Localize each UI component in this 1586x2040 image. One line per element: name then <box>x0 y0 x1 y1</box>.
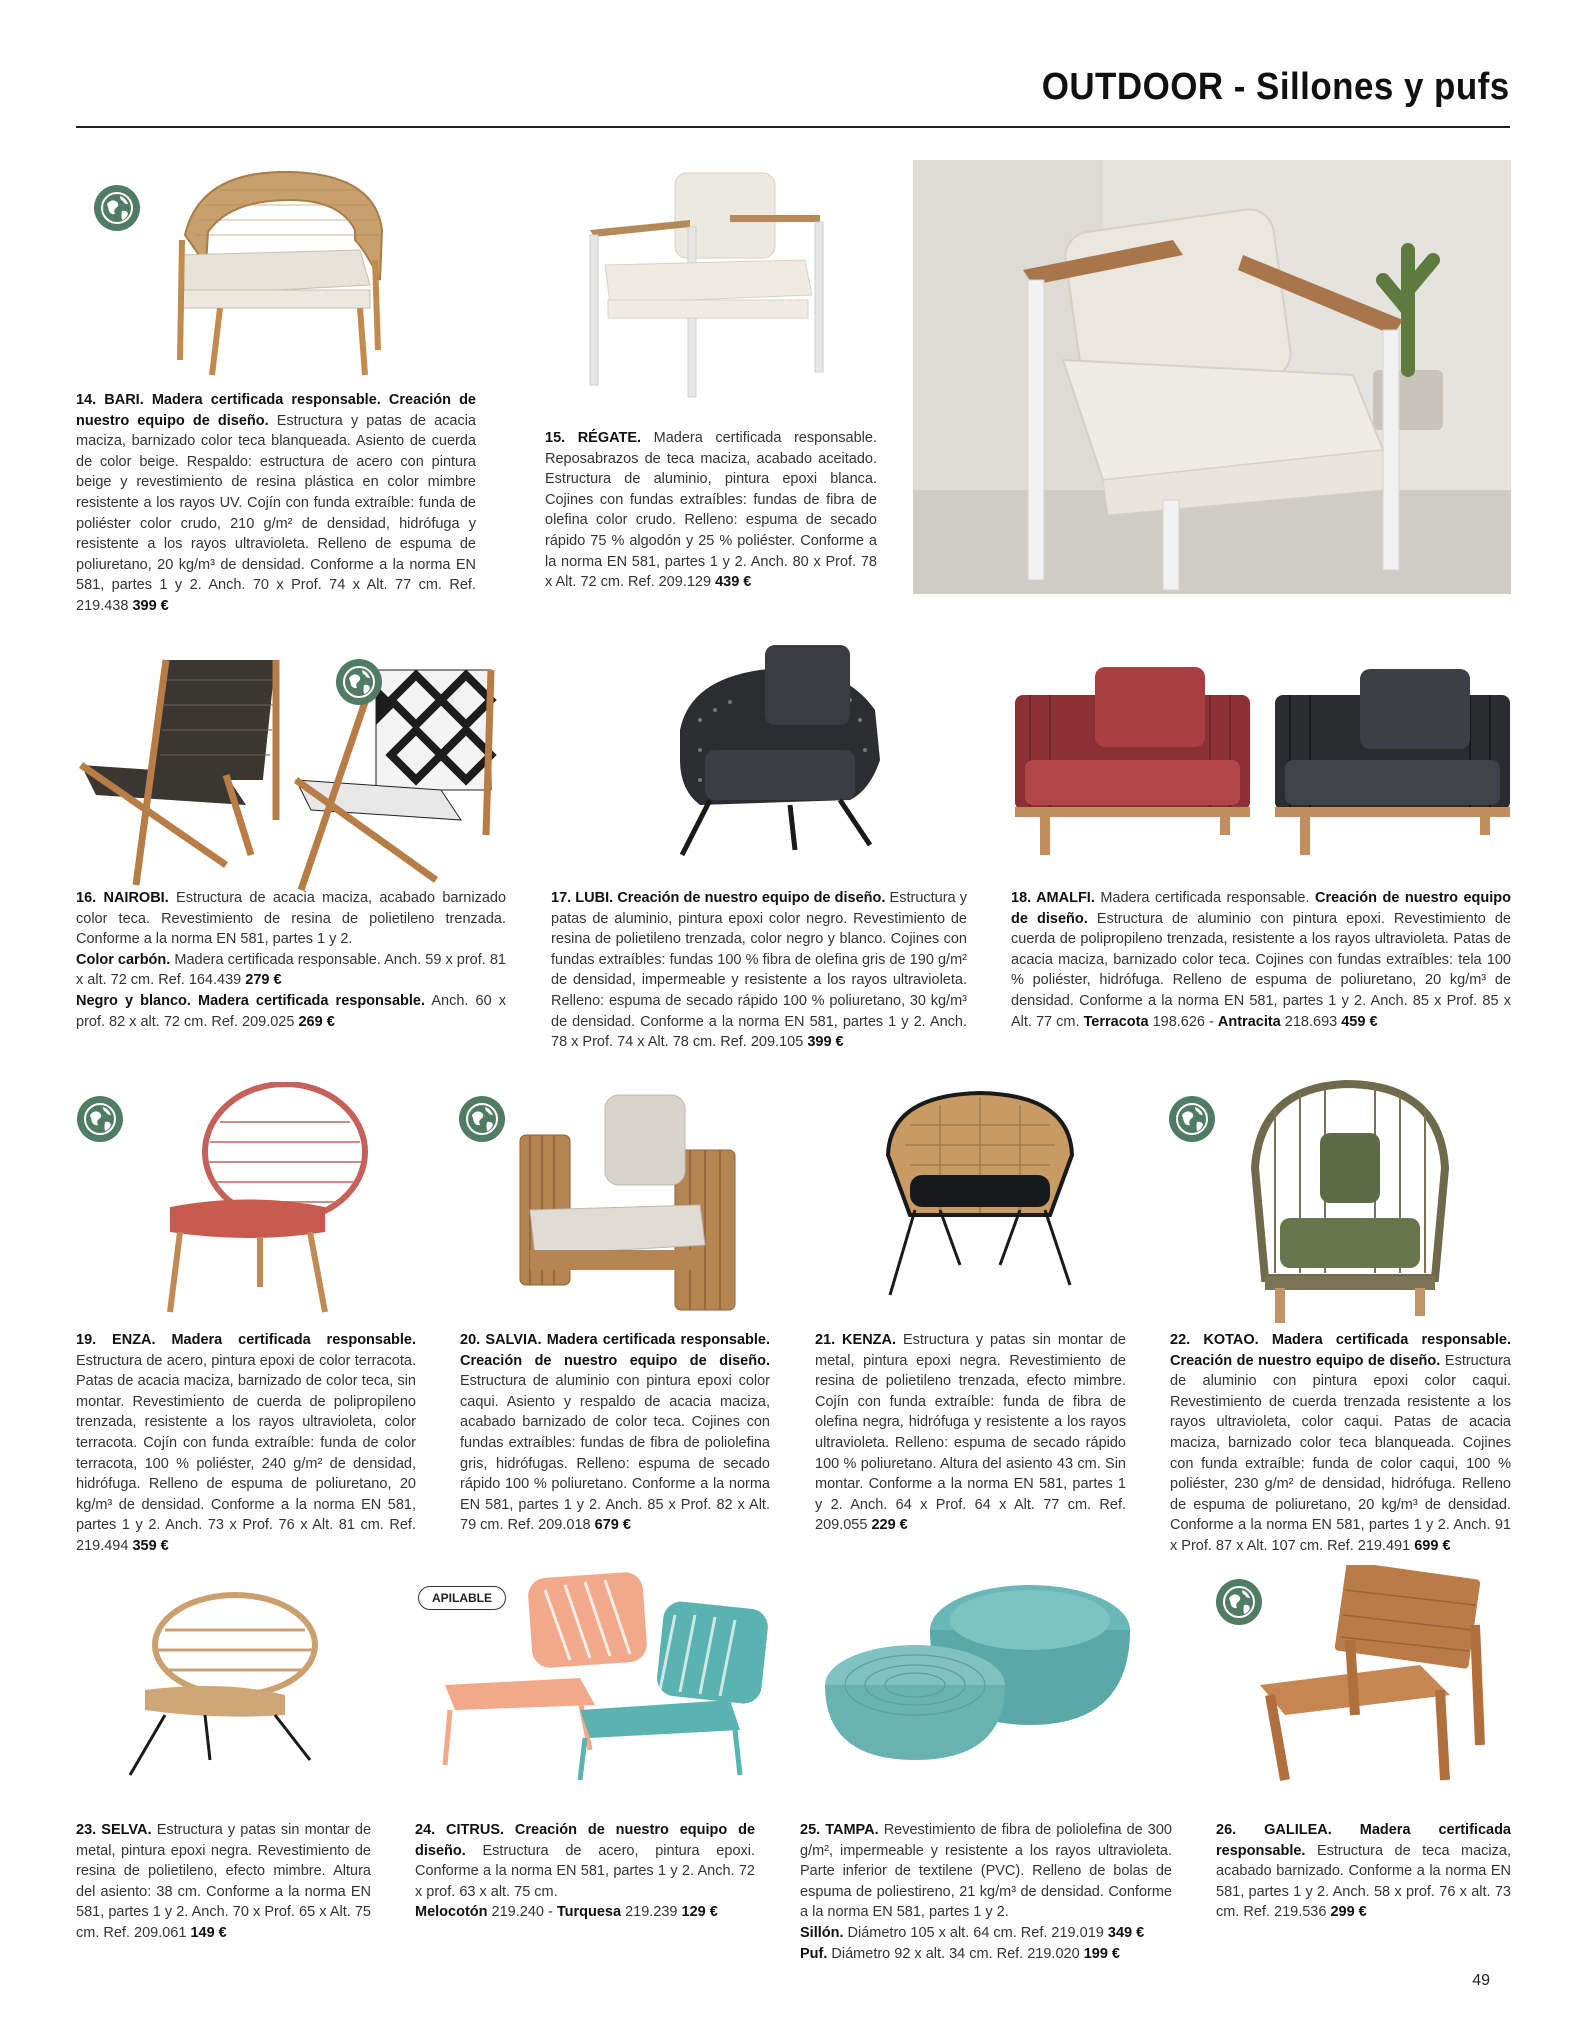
product-23-description <box>76 1820 371 1944</box>
product-17-description <box>551 888 967 1053</box>
product-25-variant-puf-label: Puf. <box>800 1945 828 1962</box>
product-26-text: Estructura de teca maciza, acabado barnizado. Conforme a la norma EN 581, partes 1 y 2. Anch. 58 x prof. 76 x alt. 73 cm. Ref. 219.536 <box>1216 1842 1511 1921</box>
product-20-lead: Madera certificada responsable. Creación de nuestro equipo de diseño. <box>460 1332 771 1369</box>
product-18-variant-terracota-ref: 198.626 - <box>1152 1013 1214 1030</box>
bari-chair-image <box>160 160 400 380</box>
product-16-variant-bw-text: Anch. 60 x prof. 82 x alt. 72 cm. Ref. 209.025 <box>76 992 506 1030</box>
product-16-name: 16. NAIROBI. <box>76 890 169 906</box>
kenza-chair-image <box>880 1085 1080 1305</box>
product-22-price: 699 € <box>1414 1537 1451 1554</box>
product-19-text: Estructura de acero, pintura epoxi de color terracota. Patas de acacia maciza, barnizado de color teca, sin montar. Revestimiento de cuerda de polipropileno trenzada, resistente a los rayos ultravioleta, color terracota. Cojín con funda extraíble: funda de color terracota, 100 % poliéster, 240 g/m² de densidad, hidrófuga. Relleno de espuma de poliuretano, 20 kg/m³ de densidad. Conforme a la norma EN 581, partes 1 y 2. Anch. 73 x Prof. 76 x Alt. 81 cm. Ref. 219.494 <box>76 1352 416 1554</box>
product-25-description <box>800 1820 1172 1964</box>
product-18-text: Estructura de aluminio con pintura epoxi. Revestimiento de cuerda de polipropileno trenzada, resistente a los rayos ultravioleta. Patas de acacia maciza, barnizado color teca. Cojines con fundas extraíbles: tela 100 % poliéster, hidrófuga. Relleno de espuma de poliuretano, 20 kg/m³ de densidad. Conforme a la norma EN 581, partes 1 y 2. Anch. 85 x Prof. 85 x Alt. 77 cm. <box>1011 910 1511 1030</box>
product-26-name: 26. GALILEA. <box>1216 1822 1332 1838</box>
product-26-price: 299 € <box>1330 1904 1367 1921</box>
regate-chair-image <box>580 165 830 405</box>
product-17-text: Estructura y patas de aluminio, pintura epoxi color negro. Revestimiento de resina de polietileno trenzada, color negro y blanco. Cojines con fundas extraíbles: fundas 100 % fibra de olefina gris de 190 g/m² de densidad, impermeable y resistente a los rayos ultravioleta. Relleno: espuma de secado rápido 100 % poliuretano, 30 kg/m³ de densidad. Conforme a la norma EN 581, partes 1 y 2. Anch. 78 x Prof. 74 x Alt. 78 cm. Ref. 209.105 <box>551 890 968 1051</box>
galilea-chair-image <box>1240 1565 1510 1790</box>
product-20-price: 679 € <box>594 1517 631 1534</box>
product-14-name: 14. BARI. <box>76 392 144 408</box>
product-22-description <box>1170 1330 1511 1557</box>
product-22-text: Estructura de aluminio con pintura epoxi color caqui. Revestimiento de cuerda trenzada resistente a los rayos ultravioleta, color caqui. Patas de acacia maciza, barnizado color teca blanqueada. Cojines con funda extraíble: funda de color caqui, 100 % poliéster, 230 g/m² de densidad, hidrófuga. Relleno de espuma de poliuretano, 20 kg/m³ de densidad. Conforme a la norma EN 581, partes 1 y 2. Anch. 91 x Prof. 87 x Alt. 107 cm. Ref. 219.491 <box>1170 1352 1511 1554</box>
globe-leaf-icon <box>335 658 383 706</box>
product-25-variant-sillon-price: 349 € <box>1107 1924 1145 1941</box>
product-19-name: 19. ENZA. <box>76 1332 156 1348</box>
product-17-price: 399 € <box>807 1034 844 1051</box>
product-18-variant-antracita-ref: 218.693 <box>1284 1013 1338 1030</box>
header-rule <box>76 126 1510 128</box>
product-15-name: 15. RÉGATE. <box>545 430 642 446</box>
product-24-name: 24. CITRUS. <box>415 1822 505 1838</box>
product-24-lead: Creación de nuestro equipo de diseño. <box>415 1822 756 1859</box>
product-25-variant-sillon-label: Sillón. <box>800 1924 844 1941</box>
product-24-description <box>415 1820 755 1923</box>
lubi-chair-image <box>670 640 890 860</box>
globe-leaf-icon <box>93 184 141 232</box>
page-number: 49 <box>1472 1972 1490 1989</box>
product-23-price: 149 € <box>190 1924 227 1941</box>
selva-chair-image <box>125 1590 325 1780</box>
product-24-variant-melocoton-label: Melocotón <box>415 1904 488 1921</box>
nairobi-chairs-image <box>76 655 516 895</box>
product-21-name: 21. KENZA. <box>815 1332 897 1348</box>
product-19-lead: Madera certificada responsable. <box>171 1332 417 1348</box>
globe-leaf-icon <box>1168 1095 1216 1143</box>
product-15-price: 439 € <box>715 574 752 591</box>
product-24-text: Estructura de acero, pintura epoxi. Conforme a la norma EN 581, partes 1 y 2. Anch. 72 x prof. 63 x alt. 75 cm. <box>415 1842 756 1900</box>
salvia-chair-image <box>510 1090 750 1320</box>
product-18-lead-plain: Madera certificada responsable. <box>1100 890 1310 906</box>
product-23-text: Estructura y patas sin montar de metal, pintura epoxi negra. Revestimiento de resina de polietileno, efecto mimbre. Altura del asiento: 38 cm. Conforme a la norma EN 581, partes 1 y 2. Anch. 70 x Prof. 65 x Alt. 75 cm. Ref. 209.061 <box>76 1822 372 1941</box>
product-15-text: Madera certificada responsable. Reposabrazos de teca maciza, acabado aceitado. Estructura de aluminio, pintura epoxi blanca. Cojines con fundas extraíbles: fundas de fibra de olefina color crudo. Relleno: espuma de secado rápido 75 % algodón y 25 % poliéster. Conforme a la norma EN 581, partes 1 y 2. Anch. 80 x Prof. 78 x Alt. 72 cm. Ref. 209.129 <box>545 430 877 591</box>
product-20-description <box>460 1330 770 1536</box>
product-24-variant-turquesa-label: Turquesa <box>556 1904 622 1921</box>
tampa-pouf-image <box>820 1575 1140 1765</box>
product-16-variant-bw-price: 269 € <box>298 1013 335 1030</box>
enza-chair-image <box>160 1082 380 1317</box>
product-22-name: 22. KOTAO. <box>1170 1332 1259 1348</box>
product-26-description <box>1216 1820 1511 1923</box>
product-24-variant-turquesa-ref: 219.239 <box>625 1904 678 1921</box>
product-17-name: 17. LUBI. <box>551 890 614 906</box>
product-19-description <box>76 1330 416 1557</box>
product-16-variant-carbon-label: Color carbón. <box>76 951 171 968</box>
product-14-description <box>76 390 476 617</box>
product-18-variant-antracita-label: Antracita <box>1217 1013 1281 1030</box>
product-20-name: 20. SALVIA. <box>460 1332 542 1348</box>
product-14-lead: Madera certificada responsable. Creación de nuestro equipo de diseño. <box>76 392 476 429</box>
citrus-chairs-image <box>440 1570 775 1785</box>
product-14-price: 399 € <box>132 597 169 614</box>
product-25-variant-puf-price: 199 € <box>1083 1945 1120 1962</box>
product-25-name: 25. TAMPA. <box>800 1822 879 1838</box>
product-23-name: 23. SELVA. <box>76 1822 152 1838</box>
product-16-text: Estructura de acacia maciza, acabado barnizado color teca. Revestimiento de resina de polietileno trenzada. Conforme a la norma EN 581, partes 1 y 2. <box>76 890 507 948</box>
product-24-variant-melocoton-ref: 219.240 - <box>491 1904 553 1921</box>
product-25-text: Revestimiento de fibra de poliolefina de 300 g/m², impermeable y resistente a los rayos ultravioleta. Parte inferior de textilene (PVC). Relleno de bolas de espuma de poliestireno, 21 kg/m³ de densidad. Conforme a la norma EN 581, partes 1 y 2. <box>800 1822 1172 1921</box>
page-title: OUTDOOR - Sillones y pufs <box>1042 66 1510 108</box>
product-25-variant-sillon-text: Diámetro 105 x alt. 64 cm. Ref. 219.019 <box>847 1924 1104 1941</box>
product-16-variant-carbon-price: 279 € <box>245 972 282 989</box>
product-25-variant-puf-text: Diámetro 92 x alt. 34 cm. Ref. 219.020 <box>831 1945 1080 1962</box>
product-21-price: 229 € <box>871 1517 908 1534</box>
product-21-text: Estructura y patas sin montar de metal, pintura epoxi negra. Revestimiento de resina de polietileno trenzada, efecto mimbre. Cojín con funda extraíble: funda de fibra de olefina negra, hidrófuga y resistente a los rayos ultravioleta. Relleno: espuma de secado rápido 100 % poliuretano. Altura del asiento 43 cm. Sin montar. Conforme a la norma EN 581, partes 1 y 2. Anch. 64 x Prof. 64 x Alt. 77 cm. Ref. 209.055 <box>815 1332 1126 1534</box>
product-15-description <box>545 428 877 593</box>
product-14-text: Estructura y patas de acacia maciza, barnizado color teca blanqueada. Asiento de cuerda de color beige. Respaldo: estructura de acero con pintura beige y revestimiento de resina plástica en color mimbre resistente a los rayos UV. Cojín con funda extraíble: funda de poliéster color crudo, 210 g/m² de densidad, hidrófuga y resistente a los rayos ultravioleta. Relleno de espuma de poliuretano, 20 kg/m³ de densidad. Conforme a la norma EN 581, partes 1 y 2. Anch. 70 x Prof. 74 x Alt. 77 cm. Ref. 219.438 <box>76 412 476 614</box>
product-19-price: 359 € <box>132 1537 169 1554</box>
kotao-chair-image <box>1245 1078 1450 1328</box>
product-24-price: 129 € <box>681 1904 718 1921</box>
apilable-badge: APILABLE <box>418 1586 506 1610</box>
product-18-price: 459 € <box>1341 1013 1378 1030</box>
product-16-variant-bw-label: Negro y blanco. Madera certificada responsable. <box>76 992 426 1009</box>
globe-leaf-icon <box>76 1095 124 1143</box>
amalfi-chairs-image <box>1010 665 1515 875</box>
product-21-description <box>815 1330 1126 1536</box>
product-20-text: Estructura de aluminio con pintura epoxi color caqui. Asiento y respaldo de acacia maciza, acabado barnizado de color teca. Cojines con fundas extraíbles: fundas de fibra de poliolefina gris, hidrófugas. Relleno: espuma de secado rápido 100 % poliuretano. Conforme a la norma EN 581, partes 1 y 2. Anch. 85 x Prof. 82 x Alt. 79 cm. Ref. 209.018 <box>460 1373 770 1534</box>
regate-lifestyle-photo <box>913 160 1511 594</box>
product-18-variant-terracota-label: Terracota <box>1083 1013 1149 1030</box>
product-22-lead: Madera certificada responsable. Creación de nuestro equipo de diseño. <box>1170 1332 1511 1369</box>
product-16-description <box>76 888 506 1032</box>
product-17-lead: Creación de nuestro equipo de diseño. <box>617 890 886 906</box>
product-18-lead: Creación de nuestro equipo de diseño. <box>1011 890 1511 927</box>
product-16-variant-carbon-text: Madera certificada responsable. Anch. 59 x prof. 81 x alt. 72 cm. Ref. 164.439 <box>76 951 506 989</box>
product-26-lead: Madera certificada responsable. <box>1216 1822 1511 1859</box>
product-18-name: 18. AMALFI. <box>1011 890 1095 906</box>
globe-leaf-icon <box>458 1095 506 1143</box>
product-18-description <box>1011 888 1511 1032</box>
